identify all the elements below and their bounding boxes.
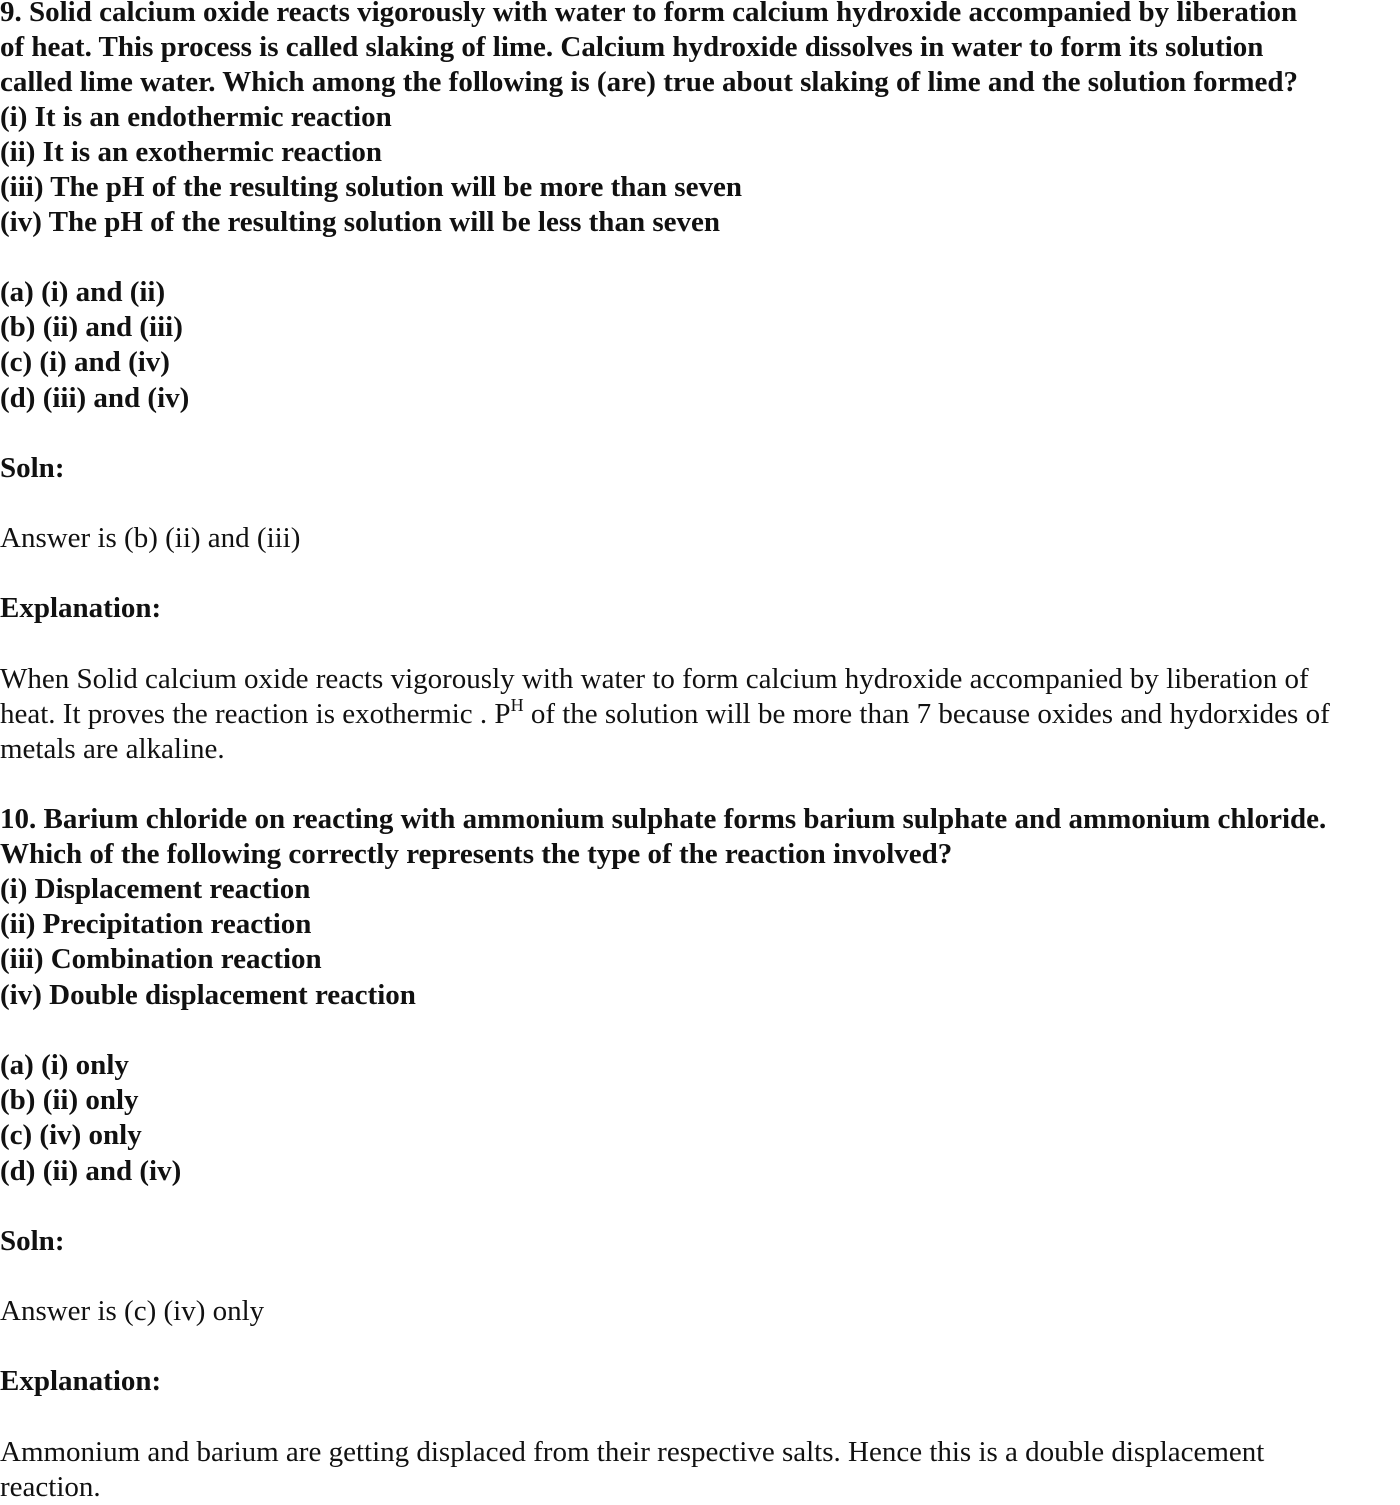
q10-explanation-label: Explanation:: [0, 1365, 162, 1397]
q9-statement-ii: (ii) It is an exothermic reaction: [0, 136, 383, 168]
q10-answer: Answer is (c) (iv) only: [0, 1295, 265, 1327]
q10-stem-line-2: Which of the following correctly represents the type of the reaction involved?: [0, 838, 953, 870]
q9-explanation-text: [0, 662, 1400, 767]
q10-option-d: (d) (ii) and (iv): [0, 1155, 182, 1187]
q9-statement-i: (i) It is an endothermic reaction: [0, 101, 392, 133]
q10-soln-label: Soln:: [0, 1225, 65, 1257]
q9-statement-iv: (iv) The pH of the resulting solution will be less than seven: [0, 206, 720, 238]
q10-statement-ii: (ii) Precipitation reaction: [0, 908, 312, 940]
q10-explanation-line-1: Ammonium and barium are getting displaced from their respective salts. Hence this is a double displacement: [0, 1436, 1265, 1468]
q9-explanation-label: Explanation:: [0, 592, 162, 624]
q10-option-a: (a) (i) only: [0, 1049, 129, 1081]
q9-explanation-line-2: [0, 697, 1400, 732]
q9-explanation-line-3: metals are alkaline.: [0, 733, 225, 765]
q10-explanation-text: [0, 1435, 1400, 1505]
q9-stem-line-3: called lime water. Which among the following is (are) true about slaking of lime and the solution formed?: [0, 66, 1299, 98]
q10-statement-iii: (iii) Combination reaction: [0, 943, 322, 975]
q10-statement-i: (i) Displacement reaction: [0, 873, 311, 905]
q9-stem-line-2: of heat. This process is called slaking of lime. Calcium hydroxide dissolves in water to form its solution: [0, 31, 1264, 63]
q9-stem-line-1: 9. Solid calcium oxide reacts vigorously with water to form calcium hydroxide accompanied by liberation: [0, 0, 1298, 28]
q9-explanation-line-1: When Solid calcium oxide reacts vigorously with water to form calcium hydroxide accompanied by liberation of: [0, 663, 1309, 695]
q9-option-d: (d) (iii) and (iv): [0, 382, 190, 414]
q9-explanation-line-2-start: heat. It proves the reaction is exothermic . P: [0, 698, 511, 730]
q10-stem-line-1: 10. Barium chloride on reacting with ammonium sulphate forms barium sulphate and ammonium chloride.: [0, 803, 1327, 835]
q10-explanation-line-2: reaction.: [0, 1471, 101, 1503]
q9-statement-iii: (iii) The pH of the resulting solution will be more than seven: [0, 171, 742, 203]
q9-soln-label: Soln:: [0, 452, 65, 484]
q9-explanation-line-2-end: of the solution will be more than 7 because oxides and hydorxides of: [523, 698, 1330, 730]
q10-statement-iv: (iv) Double displacement reaction: [0, 979, 416, 1011]
q9-option-a: (a) (i) and (ii): [0, 276, 166, 308]
q10-option-b: (b) (ii) only: [0, 1084, 139, 1116]
q9-answer: Answer is (b) (ii) and (iii): [0, 522, 301, 554]
q9-option-b: (b) (ii) and (iii): [0, 311, 183, 343]
q9-option-c: (c) (i) and (iv): [0, 346, 170, 378]
ph-superscript: H: [510, 695, 524, 715]
q10-option-c: (c) (iv) only: [0, 1119, 142, 1151]
